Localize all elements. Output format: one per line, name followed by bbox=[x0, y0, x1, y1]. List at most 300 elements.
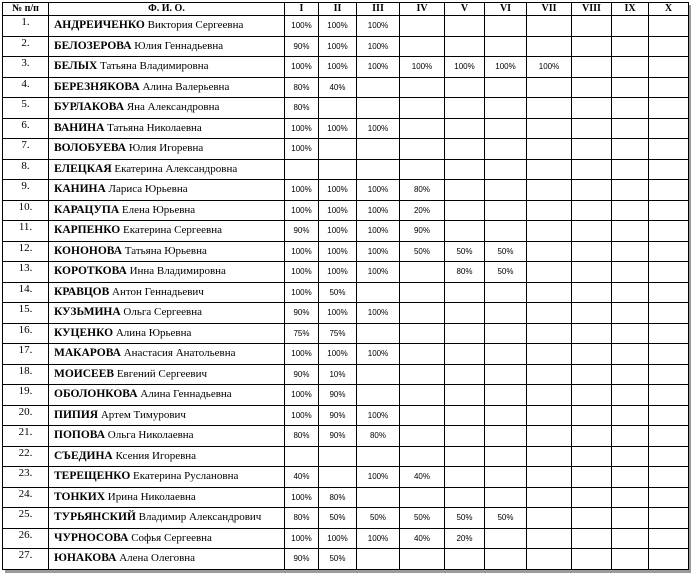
score-cell: 50% bbox=[485, 508, 527, 529]
score-cell bbox=[400, 364, 445, 385]
score-cell: 50% bbox=[400, 241, 445, 262]
score-cell bbox=[649, 344, 689, 365]
row-number: 9. bbox=[3, 180, 49, 201]
score-cell: 100% bbox=[400, 57, 445, 78]
score-cell bbox=[400, 159, 445, 180]
score-cell bbox=[572, 446, 612, 467]
student-given-names: Артем Тимурович bbox=[100, 408, 186, 421]
score-cell bbox=[612, 528, 649, 549]
score-cell: 100% bbox=[357, 303, 400, 324]
student-surname: МОИСЕЕВ bbox=[54, 367, 115, 380]
score-cell: 100% bbox=[285, 139, 319, 160]
score-cell bbox=[485, 467, 527, 488]
row-number: 10. bbox=[3, 200, 49, 221]
score-cell bbox=[612, 467, 649, 488]
score-cell bbox=[612, 16, 649, 37]
table-row bbox=[3, 549, 689, 570]
row-number: 20. bbox=[3, 405, 49, 426]
score-cell bbox=[572, 323, 612, 344]
score-cell: 100% bbox=[285, 118, 319, 139]
student-surname: БЕЛОЗЕРОВА bbox=[54, 39, 132, 52]
score-cell bbox=[485, 200, 527, 221]
score-cell bbox=[649, 323, 689, 344]
table-row bbox=[3, 282, 689, 303]
score-cell bbox=[612, 303, 649, 324]
score-cell bbox=[572, 344, 612, 365]
table-row bbox=[3, 200, 689, 221]
student-surname: ПИПИЯ bbox=[54, 408, 99, 421]
score-cell bbox=[572, 118, 612, 139]
score-cell bbox=[527, 77, 572, 98]
student-name-cell bbox=[49, 221, 285, 242]
score-cell: 50% bbox=[357, 508, 400, 529]
row-number: 5. bbox=[3, 98, 49, 119]
table-row bbox=[3, 98, 689, 119]
student-name-cell bbox=[49, 508, 285, 529]
score-cell bbox=[572, 385, 612, 406]
score-cell bbox=[527, 487, 572, 508]
student-surname: КУЗЬМИНА bbox=[54, 306, 121, 319]
student-name-cell bbox=[49, 282, 285, 303]
score-cell: 100% bbox=[357, 200, 400, 221]
score-cell bbox=[649, 77, 689, 98]
score-cell: 100% bbox=[319, 36, 357, 57]
score-cell bbox=[400, 139, 445, 160]
score-cell: 40% bbox=[400, 467, 445, 488]
score-cell: 90% bbox=[319, 426, 357, 447]
row-number: 3. bbox=[3, 57, 49, 78]
score-cell bbox=[572, 36, 612, 57]
score-cell bbox=[612, 385, 649, 406]
score-cell bbox=[485, 16, 527, 37]
score-cell: 100% bbox=[357, 344, 400, 365]
score-cell bbox=[527, 405, 572, 426]
student-given-names: Юлия Игоревна bbox=[128, 142, 204, 155]
score-cell bbox=[527, 221, 572, 242]
student-name-cell bbox=[49, 77, 285, 98]
score-cell: 80% bbox=[400, 180, 445, 201]
score-cell bbox=[572, 180, 612, 201]
score-cell bbox=[612, 487, 649, 508]
score-cell bbox=[485, 364, 527, 385]
score-cell bbox=[649, 528, 689, 549]
score-cell bbox=[400, 36, 445, 57]
score-cell bbox=[445, 118, 485, 139]
score-cell bbox=[400, 323, 445, 344]
student-surname: СЪЕДИНА bbox=[54, 449, 113, 462]
table-row bbox=[3, 118, 689, 139]
student-given-names: Ирина Николаевна bbox=[107, 490, 196, 503]
score-cell bbox=[612, 77, 649, 98]
score-cell: 100% bbox=[319, 344, 357, 365]
student-name-cell bbox=[49, 385, 285, 406]
score-cell bbox=[357, 323, 400, 344]
student-surname: БЕРЕЗНЯКОВА bbox=[54, 80, 140, 93]
score-cell bbox=[445, 16, 485, 37]
score-cell bbox=[572, 528, 612, 549]
score-cell bbox=[572, 282, 612, 303]
score-cell bbox=[612, 36, 649, 57]
score-cell bbox=[400, 262, 445, 283]
score-cell bbox=[400, 487, 445, 508]
row-number: 22. bbox=[3, 446, 49, 467]
score-cell bbox=[572, 98, 612, 119]
score-cell: 100% bbox=[285, 385, 319, 406]
table-row bbox=[3, 385, 689, 406]
student-surname: БУРЛАКОВА bbox=[54, 101, 125, 114]
score-cell: 20% bbox=[400, 200, 445, 221]
student-name-cell bbox=[49, 487, 285, 508]
student-name-cell bbox=[49, 36, 285, 57]
score-cell: 100% bbox=[445, 57, 485, 78]
score-cell: 100% bbox=[285, 528, 319, 549]
row-number: 6. bbox=[3, 118, 49, 139]
score-cell: 90% bbox=[285, 303, 319, 324]
score-cell bbox=[357, 487, 400, 508]
student-given-names: Татьяна Владимировна bbox=[100, 60, 209, 73]
score-cell: 100% bbox=[357, 262, 400, 283]
score-cell: 80% bbox=[445, 262, 485, 283]
score-cell bbox=[572, 16, 612, 37]
score-cell: 80% bbox=[285, 98, 319, 119]
row-number: 13. bbox=[3, 262, 49, 283]
student-name-cell bbox=[49, 467, 285, 488]
score-cell: 100% bbox=[357, 180, 400, 201]
score-cell bbox=[649, 467, 689, 488]
score-cell bbox=[527, 303, 572, 324]
table-row bbox=[3, 16, 689, 37]
score-cell: 75% bbox=[319, 323, 357, 344]
score-cell bbox=[485, 344, 527, 365]
student-given-names: Софья Сергеевна bbox=[131, 531, 212, 544]
table-body bbox=[3, 16, 689, 570]
score-cell: 80% bbox=[285, 426, 319, 447]
score-cell bbox=[319, 159, 357, 180]
score-cell bbox=[572, 508, 612, 529]
score-cell: 50% bbox=[485, 262, 527, 283]
row-number: 27. bbox=[3, 549, 49, 570]
header-column-9: IX bbox=[612, 3, 649, 16]
table-row bbox=[3, 77, 689, 98]
score-cell bbox=[400, 282, 445, 303]
score-cell bbox=[400, 98, 445, 119]
score-cell bbox=[612, 159, 649, 180]
score-cell bbox=[485, 36, 527, 57]
header-column-8: VIII bbox=[572, 3, 612, 16]
score-cell bbox=[527, 200, 572, 221]
score-cell bbox=[649, 118, 689, 139]
score-cell bbox=[485, 159, 527, 180]
score-cell bbox=[527, 323, 572, 344]
score-cell bbox=[445, 467, 485, 488]
score-cell: 100% bbox=[485, 57, 527, 78]
document-page bbox=[2, 2, 688, 570]
row-number: 16. bbox=[3, 323, 49, 344]
score-cell: 90% bbox=[285, 221, 319, 242]
score-cell bbox=[572, 77, 612, 98]
score-cell: 100% bbox=[357, 16, 400, 37]
score-cell bbox=[527, 549, 572, 570]
score-cell: 40% bbox=[285, 467, 319, 488]
table-row bbox=[3, 446, 689, 467]
score-cell bbox=[445, 487, 485, 508]
score-cell: 50% bbox=[319, 508, 357, 529]
score-cell bbox=[445, 159, 485, 180]
score-cell: 100% bbox=[357, 36, 400, 57]
student-surname: ЧУРНОСОВА bbox=[54, 531, 129, 544]
score-cell bbox=[612, 139, 649, 160]
student-given-names: Ольга Николаевна bbox=[107, 429, 194, 442]
student-name-cell bbox=[49, 323, 285, 344]
score-cell: 100% bbox=[319, 118, 357, 139]
student-given-names: Виктория Сергеевна bbox=[147, 19, 244, 32]
header-name: Ф. И. О. bbox=[49, 3, 285, 16]
score-cell: 100% bbox=[357, 405, 400, 426]
student-surname: ПОПОВА bbox=[54, 429, 106, 442]
student-surname: КУЦЕНКО bbox=[54, 326, 114, 339]
student-name-cell bbox=[49, 528, 285, 549]
score-cell bbox=[527, 139, 572, 160]
student-name-cell bbox=[49, 303, 285, 324]
score-cell: 20% bbox=[445, 528, 485, 549]
score-cell bbox=[357, 139, 400, 160]
score-cell: 100% bbox=[285, 241, 319, 262]
score-cell bbox=[612, 200, 649, 221]
student-surname: КАРПЕНКО bbox=[54, 224, 121, 237]
score-cell: 100% bbox=[357, 528, 400, 549]
score-cell bbox=[572, 364, 612, 385]
score-cell bbox=[649, 549, 689, 570]
score-cell bbox=[527, 36, 572, 57]
student-given-names: Юлия Геннадьевна bbox=[134, 39, 224, 52]
score-cell bbox=[485, 385, 527, 406]
student-given-names: Лариса Юрьевна bbox=[108, 183, 188, 196]
score-cell bbox=[400, 344, 445, 365]
score-cell bbox=[527, 180, 572, 201]
student-name-cell bbox=[49, 180, 285, 201]
score-cell bbox=[445, 139, 485, 160]
score-cell: 50% bbox=[319, 549, 357, 570]
student-surname: КОНОНОВА bbox=[54, 244, 123, 257]
row-number: 18. bbox=[3, 364, 49, 385]
score-cell bbox=[445, 446, 485, 467]
score-cell: 100% bbox=[527, 57, 572, 78]
student-surname: МАКАРОВА bbox=[54, 347, 121, 360]
student-name-cell bbox=[49, 98, 285, 119]
score-cell bbox=[572, 221, 612, 242]
header-column-3: III bbox=[357, 3, 400, 16]
score-cell: 90% bbox=[285, 36, 319, 57]
score-cell bbox=[612, 364, 649, 385]
table-row bbox=[3, 467, 689, 488]
score-cell bbox=[612, 57, 649, 78]
score-cell bbox=[649, 221, 689, 242]
table-row bbox=[3, 323, 689, 344]
header-column-2: II bbox=[319, 3, 357, 16]
score-cell: 100% bbox=[285, 180, 319, 201]
score-cell bbox=[485, 180, 527, 201]
score-cell bbox=[445, 405, 485, 426]
score-cell bbox=[485, 221, 527, 242]
score-cell bbox=[612, 426, 649, 447]
student-surname: КОРОТКОВА bbox=[54, 265, 127, 278]
score-cell bbox=[572, 57, 612, 78]
score-cell: 90% bbox=[400, 221, 445, 242]
score-cell: 10% bbox=[319, 364, 357, 385]
score-cell bbox=[612, 221, 649, 242]
student-given-names: Екатерина Александровна bbox=[114, 162, 238, 175]
score-cell bbox=[445, 36, 485, 57]
score-cell bbox=[527, 467, 572, 488]
score-cell bbox=[445, 303, 485, 324]
score-cell bbox=[400, 426, 445, 447]
score-cell bbox=[572, 262, 612, 283]
score-cell bbox=[400, 446, 445, 467]
score-cell bbox=[485, 405, 527, 426]
score-cell bbox=[572, 467, 612, 488]
score-cell: 100% bbox=[319, 16, 357, 37]
score-cell: 75% bbox=[285, 323, 319, 344]
student-given-names: Елена Юрьевна bbox=[121, 203, 196, 216]
score-cell: 50% bbox=[400, 508, 445, 529]
student-surname: ЮНАКОВА bbox=[54, 552, 117, 565]
score-cell bbox=[649, 57, 689, 78]
score-cell: 80% bbox=[319, 487, 357, 508]
score-cell: 100% bbox=[285, 344, 319, 365]
score-cell bbox=[319, 139, 357, 160]
score-cell bbox=[319, 98, 357, 119]
score-cell bbox=[445, 344, 485, 365]
row-number: 11. bbox=[3, 221, 49, 242]
row-number: 2. bbox=[3, 36, 49, 57]
score-cell bbox=[400, 385, 445, 406]
score-cell: 50% bbox=[445, 241, 485, 262]
student-surname: КАНИНА bbox=[54, 183, 106, 196]
table-row bbox=[3, 364, 689, 385]
score-cell bbox=[285, 446, 319, 467]
score-cell bbox=[400, 77, 445, 98]
score-cell bbox=[649, 159, 689, 180]
score-cell bbox=[649, 446, 689, 467]
score-cell: 40% bbox=[400, 528, 445, 549]
score-cell bbox=[400, 118, 445, 139]
score-cell bbox=[485, 528, 527, 549]
score-cell bbox=[612, 118, 649, 139]
table-row bbox=[3, 159, 689, 180]
student-name-cell bbox=[49, 241, 285, 262]
score-cell bbox=[485, 446, 527, 467]
score-cell bbox=[649, 364, 689, 385]
table-row bbox=[3, 508, 689, 529]
score-cell bbox=[572, 200, 612, 221]
student-given-names: Анастасия Анатольевна bbox=[123, 347, 236, 360]
student-name-cell bbox=[49, 139, 285, 160]
student-surname: КАРАЦУПА bbox=[54, 203, 120, 216]
student-given-names: Екатерина Сергеевна bbox=[122, 224, 223, 237]
score-cell bbox=[527, 344, 572, 365]
score-cell bbox=[649, 16, 689, 37]
score-cell bbox=[400, 549, 445, 570]
row-number: 17. bbox=[3, 344, 49, 365]
table-row bbox=[3, 528, 689, 549]
score-cell bbox=[612, 344, 649, 365]
table-row bbox=[3, 426, 689, 447]
score-cell bbox=[572, 241, 612, 262]
score-cell bbox=[649, 241, 689, 262]
table-row bbox=[3, 262, 689, 283]
table-header-row bbox=[3, 3, 689, 16]
score-cell: 90% bbox=[319, 385, 357, 406]
score-cell bbox=[649, 98, 689, 119]
score-cell bbox=[612, 549, 649, 570]
student-name-cell bbox=[49, 344, 285, 365]
student-name-cell bbox=[49, 159, 285, 180]
score-cell bbox=[612, 405, 649, 426]
score-cell: 100% bbox=[319, 528, 357, 549]
score-cell bbox=[572, 405, 612, 426]
table-row bbox=[3, 241, 689, 262]
row-number: 1. bbox=[3, 16, 49, 37]
score-cell bbox=[485, 323, 527, 344]
row-number: 4. bbox=[3, 77, 49, 98]
header-column-10: X bbox=[649, 3, 689, 16]
score-cell bbox=[357, 77, 400, 98]
score-cell bbox=[649, 508, 689, 529]
score-cell: 100% bbox=[319, 200, 357, 221]
score-cell: 50% bbox=[485, 241, 527, 262]
student-name-cell bbox=[49, 118, 285, 139]
score-cell bbox=[357, 282, 400, 303]
score-cell: 100% bbox=[319, 241, 357, 262]
score-cell bbox=[649, 282, 689, 303]
table-row bbox=[3, 344, 689, 365]
score-cell bbox=[485, 426, 527, 447]
score-cell bbox=[572, 426, 612, 447]
score-cell bbox=[445, 426, 485, 447]
student-given-names: Евгений Сергеевич bbox=[116, 367, 207, 380]
score-cell bbox=[357, 446, 400, 467]
score-cell bbox=[572, 303, 612, 324]
score-cell bbox=[527, 118, 572, 139]
student-surname: ТЕРЕЩЕНКО bbox=[54, 470, 131, 483]
score-cell bbox=[445, 200, 485, 221]
score-cell bbox=[612, 262, 649, 283]
score-cell: 80% bbox=[285, 508, 319, 529]
table-row bbox=[3, 180, 689, 201]
score-cell: 90% bbox=[285, 364, 319, 385]
student-given-names: Ксения Игоревна bbox=[115, 449, 197, 462]
score-cell bbox=[612, 180, 649, 201]
score-cell bbox=[400, 303, 445, 324]
score-cell: 100% bbox=[357, 221, 400, 242]
table-row bbox=[3, 221, 689, 242]
student-given-names: Алина Юрьевна bbox=[115, 326, 192, 339]
row-number: 26. bbox=[3, 528, 49, 549]
score-cell bbox=[527, 262, 572, 283]
student-surname: БЕЛЫХ bbox=[54, 60, 98, 73]
header-number: № п/п bbox=[3, 3, 49, 16]
score-cell bbox=[357, 98, 400, 119]
row-number: 21. bbox=[3, 426, 49, 447]
score-cell bbox=[445, 221, 485, 242]
score-cell bbox=[319, 446, 357, 467]
score-cell: 100% bbox=[319, 57, 357, 78]
score-cell bbox=[285, 159, 319, 180]
score-cell bbox=[612, 282, 649, 303]
score-cell bbox=[527, 16, 572, 37]
row-number: 12. bbox=[3, 241, 49, 262]
score-cell bbox=[649, 405, 689, 426]
